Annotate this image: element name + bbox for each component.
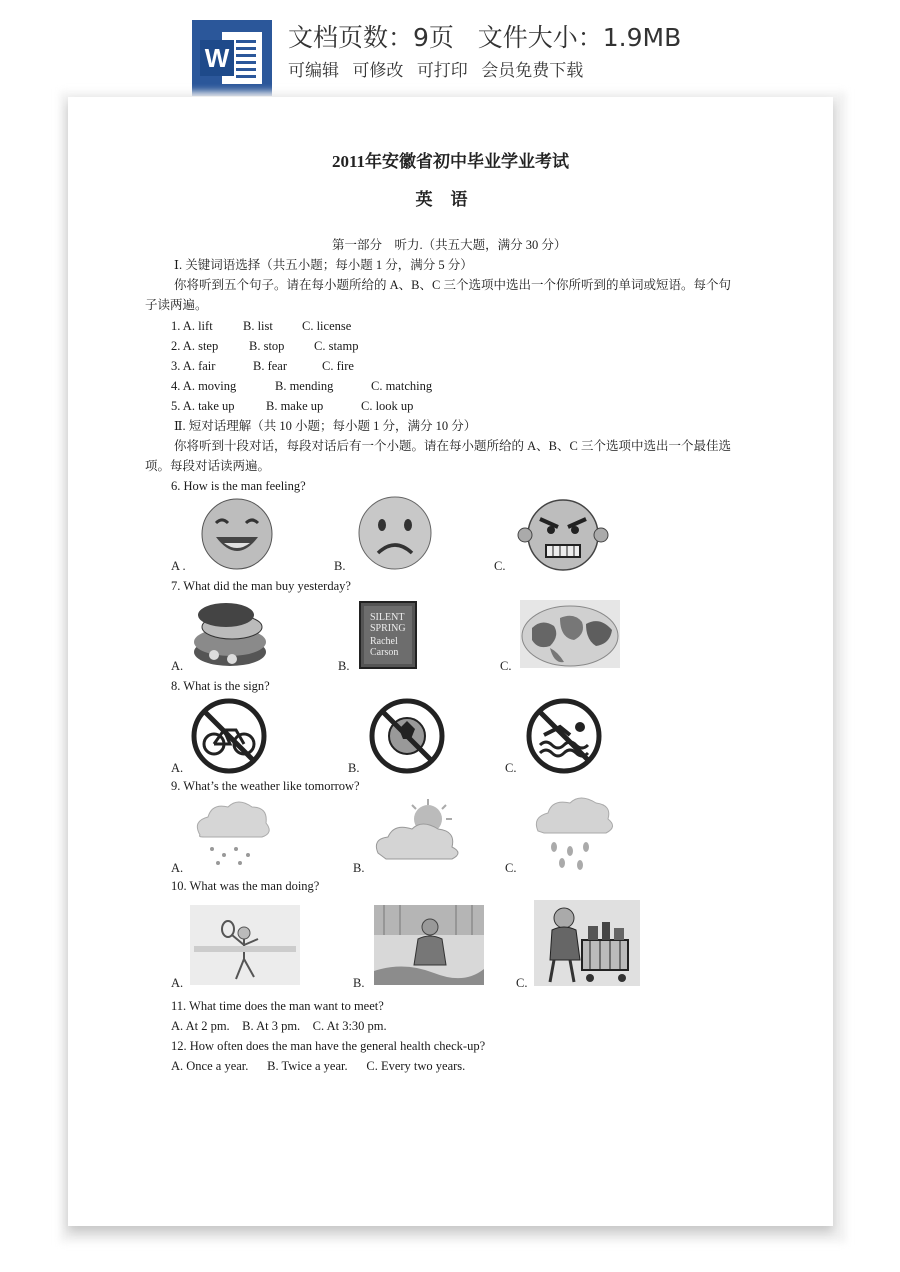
sad-face-icon xyxy=(352,493,438,573)
printable-label: 可打印 xyxy=(416,61,468,81)
q6-label-a: A . xyxy=(171,559,186,573)
section1-heading: Ⅰ. 关键词语选择（共五小题；每小题 1 分，满分 5 分） xyxy=(174,258,473,272)
part1-heading: 第一部分 听力.（共五大题，满分 30 分） xyxy=(332,238,567,252)
world-map-icon xyxy=(520,600,620,668)
exam-paper xyxy=(68,97,833,1226)
banner-actions xyxy=(288,56,591,81)
gardening-man-image xyxy=(374,905,484,985)
q3-option-a: 3. A. fair xyxy=(171,359,216,373)
angry-face-icon xyxy=(513,497,613,573)
svg-text:SPRING: SPRING xyxy=(370,623,406,634)
section2-instruction-cont: 项。每段对话读两遍。 xyxy=(145,459,271,473)
q1-option-b: B. list xyxy=(243,319,273,333)
banner-title: 文档页数：9页 文件大小：1.9MB xyxy=(288,23,682,52)
svg-text:SILENT: SILENT xyxy=(370,612,405,623)
q6-question: 6. How is the man feeling? xyxy=(171,479,306,493)
q5-option-b: B. make up xyxy=(266,399,324,413)
q10-label-a: A. xyxy=(171,976,184,990)
svg-text:Rachel: Rachel xyxy=(370,636,398,647)
q5-option-a: 5. A. take up xyxy=(171,399,235,413)
q9-label-b: B. xyxy=(353,861,365,875)
q3-option-c: C. fire xyxy=(322,359,354,373)
q6-label-b: B. xyxy=(334,559,346,573)
q11-question: 11. What time does the man want to meet? xyxy=(171,999,384,1013)
q10-label-c: C. xyxy=(516,976,528,990)
no-ball-games-sign-icon xyxy=(368,697,446,775)
q7-question: 7. What did the man buy yesterday? xyxy=(171,579,351,593)
q8-question: 8. What is the sign? xyxy=(171,679,270,693)
q2-option-c: C. stamp xyxy=(314,339,359,353)
section2-heading: Ⅱ. 短对话理解（共 10 小题；每小题 1 分，满分 10 分） xyxy=(174,419,477,433)
q1-option-c: C. license xyxy=(302,319,352,333)
rain-cloud-icon xyxy=(530,797,616,873)
word-document-icon xyxy=(192,20,272,96)
partly-cloudy-icon xyxy=(372,797,472,869)
q2-option-b: B. stop xyxy=(249,339,285,353)
q5-option-c: C. look up xyxy=(361,399,414,413)
q8-label-a: A. xyxy=(171,761,184,775)
snow-cloud-icon xyxy=(190,799,272,871)
q10-question: 10. What was the man doing? xyxy=(171,879,320,893)
shopping-man-image xyxy=(534,900,640,986)
section2-instruction: 你将听到十段对话，每段对话后有一个小题。请在每小题所给的 A、B、C 三个选项中选出一个最佳选 xyxy=(174,439,731,453)
q12-question: 12. How often does the man have the general health check-up? xyxy=(171,1039,486,1053)
svg-text:W: W xyxy=(204,43,230,73)
download-banner xyxy=(0,0,900,100)
tennis-player-image xyxy=(190,905,300,985)
q10-label-b: B. xyxy=(353,976,365,990)
section1-instruction-cont: 子读两遍。 xyxy=(145,298,208,312)
q8-label-b: B. xyxy=(348,761,360,775)
q1-option-a: 1. A. lift xyxy=(171,319,213,333)
q8-label-c: C. xyxy=(505,761,517,775)
q4-option-c: C. matching xyxy=(371,379,433,393)
q4-option-a: 4. A. moving xyxy=(171,379,237,393)
q3-option-b: B. fear xyxy=(253,359,288,373)
no-swimming-sign-icon xyxy=(524,697,604,775)
q9-label-a: A. xyxy=(171,861,184,875)
laughing-face-icon xyxy=(194,497,280,571)
q6-label-c: C. xyxy=(494,559,506,573)
q11-options: A. At 2 pm. B. At 3 pm. C. At 3:30 pm. xyxy=(171,1019,387,1033)
q7-label-a: A. xyxy=(171,659,184,673)
section1-instruction: 你将听到五个句子。请在每小题所给的 A、B、C 三个选项中选出一个你所听到的单词或短语。每个句 xyxy=(174,278,731,292)
q2-option-a: 2. A. step xyxy=(171,339,219,353)
editable-label: 可编辑 xyxy=(288,61,339,81)
q12-options: A. Once a year. B. Twice a year. C. Every two years. xyxy=(171,1059,466,1073)
exam-title: 2011年安徽省初中毕业学业考试 xyxy=(331,152,570,171)
q4-option-b: B. mending xyxy=(275,379,334,393)
no-bicycle-sign-icon xyxy=(190,697,268,775)
book-icon xyxy=(358,600,420,670)
subject-title: 英语 xyxy=(415,190,486,209)
q7-label-c: C. xyxy=(500,659,512,673)
sandwich-food-icon xyxy=(190,597,272,672)
q9-question: 9. What’s the weather like tomorrow? xyxy=(171,779,360,793)
q9-label-c: C. xyxy=(505,861,517,875)
q7-label-b: B. xyxy=(338,659,350,673)
modifiable-label: 可修改 xyxy=(352,61,404,81)
svg-text:Carson: Carson xyxy=(370,647,399,658)
member-free-download-link[interactable]: 会员免费下载 xyxy=(481,61,584,81)
